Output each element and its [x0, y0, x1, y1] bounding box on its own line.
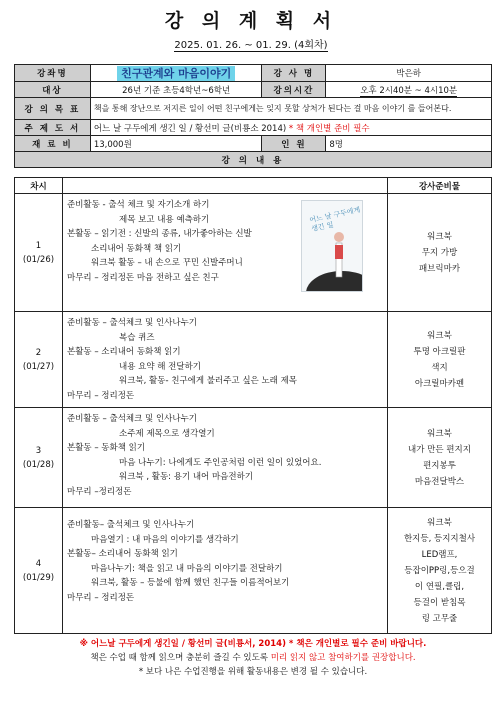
- session-date: (01/28): [22, 459, 55, 470]
- session-row-3: [15, 408, 492, 508]
- activity-line: 내용 요약 해 전달하기: [119, 361, 202, 372]
- session-number-cell: [15, 508, 63, 634]
- content-header: 강 의 내 용: [15, 152, 492, 168]
- time-text: 오후 2시40분 ~ 4시10분: [360, 85, 458, 96]
- activity-line: 마무리 –정리정돈: [67, 486, 132, 497]
- target-label: 대상: [15, 82, 91, 98]
- activity-line: 준비활동 - 출석 체크 및 자기소개 하기: [67, 200, 210, 210]
- material-item: 등걸이 받침목: [413, 597, 466, 608]
- schedule-table: [14, 177, 492, 634]
- session-activities: [63, 312, 388, 408]
- session-col-header: 차시: [15, 178, 63, 194]
- activity-line: 준비활동 – 출석체크 및 인사나누기: [67, 318, 198, 328]
- activity-line: 본활동– 소리내어 동화책 읽기: [67, 549, 178, 559]
- period-text: 2025. 01. 26. ~ 01. 29. (4회차): [174, 40, 328, 51]
- fee-label: 재 료 비: [15, 136, 91, 152]
- book-value: 어느 날 구두에게 생긴 일 / 황선미 글(비룡소 2014): [93, 123, 289, 134]
- activity-line: 워크북, 활동- 친구에게 불러주고 싶은 노래 제목: [119, 376, 297, 386]
- activity-line: 제목 보고 내용 예측하기: [119, 214, 210, 225]
- session-number-cell: [15, 408, 63, 508]
- course-name-cell: [90, 65, 262, 82]
- session-materials: [388, 194, 492, 312]
- material-item: 무지 가방: [421, 247, 458, 258]
- target-value: 26년 기준 초등4학년~6학년: [90, 82, 262, 98]
- note-reading-emphasis: 미리 읽지 않고 참여하기를 권장합니다.: [270, 653, 416, 663]
- activity-line: 마음열기 : 내 마음의 이야기를 생각하기: [91, 534, 239, 545]
- activity-line: 본활동 – 소리내어 동화책 읽기: [67, 347, 181, 357]
- people-label: 인 원: [262, 136, 326, 152]
- activity-line: 마음 나누기: 나에게도 주인공처럼 이런 일이 있었어요.: [119, 457, 322, 468]
- session-date: (01/26): [22, 254, 55, 265]
- session-activities: [63, 408, 388, 508]
- session-row-2: [15, 312, 492, 408]
- activity-line: 소리내어 동화책 책 읽기: [91, 243, 182, 254]
- note-reading-text: 책은 수업 때 함께 읽으며 충분히 즐길 수 있도록: [90, 653, 271, 663]
- session-activities: [63, 508, 388, 634]
- material-item: 마음전달박스: [414, 476, 465, 487]
- time-value: [326, 82, 492, 98]
- note-required-book: ※ 어느날 구두에게 생긴일 / 황선미 글(비룡서, 2014) * 책은 개인별로 필수 준비 바랍니다.: [79, 639, 427, 649]
- session-row-1: [15, 194, 492, 312]
- material-item: 한지등, 등지지철사: [403, 533, 476, 544]
- activity-line: 마무리 – 정리정돈: [67, 390, 135, 401]
- book-cover-title: 어느 날 구두에게 생긴 일: [308, 205, 362, 234]
- activity-line: 워크북, 활동 – 등불에 함께 했던 친구들 이름적어보기: [91, 578, 290, 588]
- materials-col-header: 강사준비물: [388, 178, 492, 194]
- material-item: 워크북: [427, 231, 452, 242]
- material-item: 워크북: [427, 517, 452, 528]
- purpose-label: 강 의 목 표: [15, 98, 91, 120]
- book-value-cell: [90, 120, 491, 136]
- material-item: 색지: [431, 362, 448, 373]
- session-number-cell: [15, 312, 63, 408]
- course-info-table: [14, 64, 492, 168]
- material-item: 등잡이PP링,등으걸: [404, 565, 475, 576]
- session-activities: [63, 194, 388, 312]
- session-materials: [388, 312, 492, 408]
- session-number: 2: [35, 347, 42, 358]
- activity-line: 마무리 – 정리정돈 마음 전하고 싶은 친구: [67, 272, 219, 283]
- activity-line: 본활동 – 읽기전 : 신발의 종류, 내가좋아하는 신발: [67, 229, 252, 239]
- activity-line: 워크북 , 활동: 용기 내어 마음전하기: [119, 472, 254, 482]
- course-period: [0, 36, 502, 51]
- session-date: (01/27): [22, 361, 55, 372]
- note-change: * 보다 나은 수업진행을 위해 활동내용은 변경 될 수 있습니다.: [138, 667, 368, 677]
- material-item: 편지봉투: [423, 460, 456, 471]
- activity-line: 마무리 – 정리정돈: [67, 592, 135, 603]
- course-name: 친구관계와 마음이야기: [117, 66, 235, 81]
- session-number: 4: [35, 558, 42, 569]
- session-number: 3: [35, 445, 42, 456]
- material-item: 내가 만든 편지지: [408, 444, 471, 455]
- activity-line: 워크북 활동 – 내 손으로 꾸민 신발주머니: [91, 258, 243, 268]
- session-number: 1: [35, 240, 42, 251]
- activity-line: 준비활동 – 출석체크 및 인사나누기: [67, 414, 198, 424]
- activity-line: 본활동 – 동화책 읽기: [67, 443, 146, 453]
- session-number-cell: [15, 194, 63, 312]
- activity-line: 소주제 제목으로 생각열기: [119, 428, 215, 439]
- book-cover-image: [301, 200, 363, 292]
- session-row-4: [15, 508, 492, 634]
- time-label: 강의시간: [262, 82, 326, 98]
- session-date: (01/29): [22, 572, 55, 583]
- activity-line: 복습 퀴즈: [119, 332, 155, 343]
- material-item: 이 연필,클립,: [414, 581, 465, 592]
- material-item: 패브릭마카: [418, 263, 461, 274]
- note-reading: [14, 651, 492, 665]
- material-item: 투명 아크릴판: [413, 346, 466, 357]
- document-title: 강 의 계 획 서: [164, 10, 338, 32]
- material-item: 링 고무줄: [421, 613, 458, 624]
- material-item: 워크북: [427, 428, 452, 439]
- activity-col-header: [63, 178, 388, 194]
- material-item: 아크릴마카펜: [414, 378, 465, 389]
- people-value: 8명: [326, 136, 492, 152]
- book-label: 주 제 도 서: [15, 120, 91, 136]
- course-name-label: 강좌명: [15, 65, 91, 82]
- book-note: * 책 개인별 준비 필수: [288, 123, 370, 134]
- activity-line: 준비활동– 출석체크 및 인사나누기: [67, 520, 195, 530]
- instructor-name: 박은하: [326, 65, 492, 82]
- purpose-value: 책을 통해 장난으로 저지른 일이 어떤 친구에게는 잊지 못할 상처가 된다는 걸 마음 이야기 를 들어본다.: [90, 98, 491, 120]
- activity-line: 마음나누기: 책을 읽고 내 마음의 이야기를 전달하기: [91, 563, 283, 574]
- notes-section: [14, 637, 492, 679]
- instructor-label: 강 사 명: [262, 65, 326, 82]
- material-item: LED램프,: [421, 549, 458, 560]
- fee-value: 13,000원: [90, 136, 262, 152]
- material-item: 워크북: [427, 330, 452, 341]
- session-materials: [388, 408, 492, 508]
- session-materials: [388, 508, 492, 634]
